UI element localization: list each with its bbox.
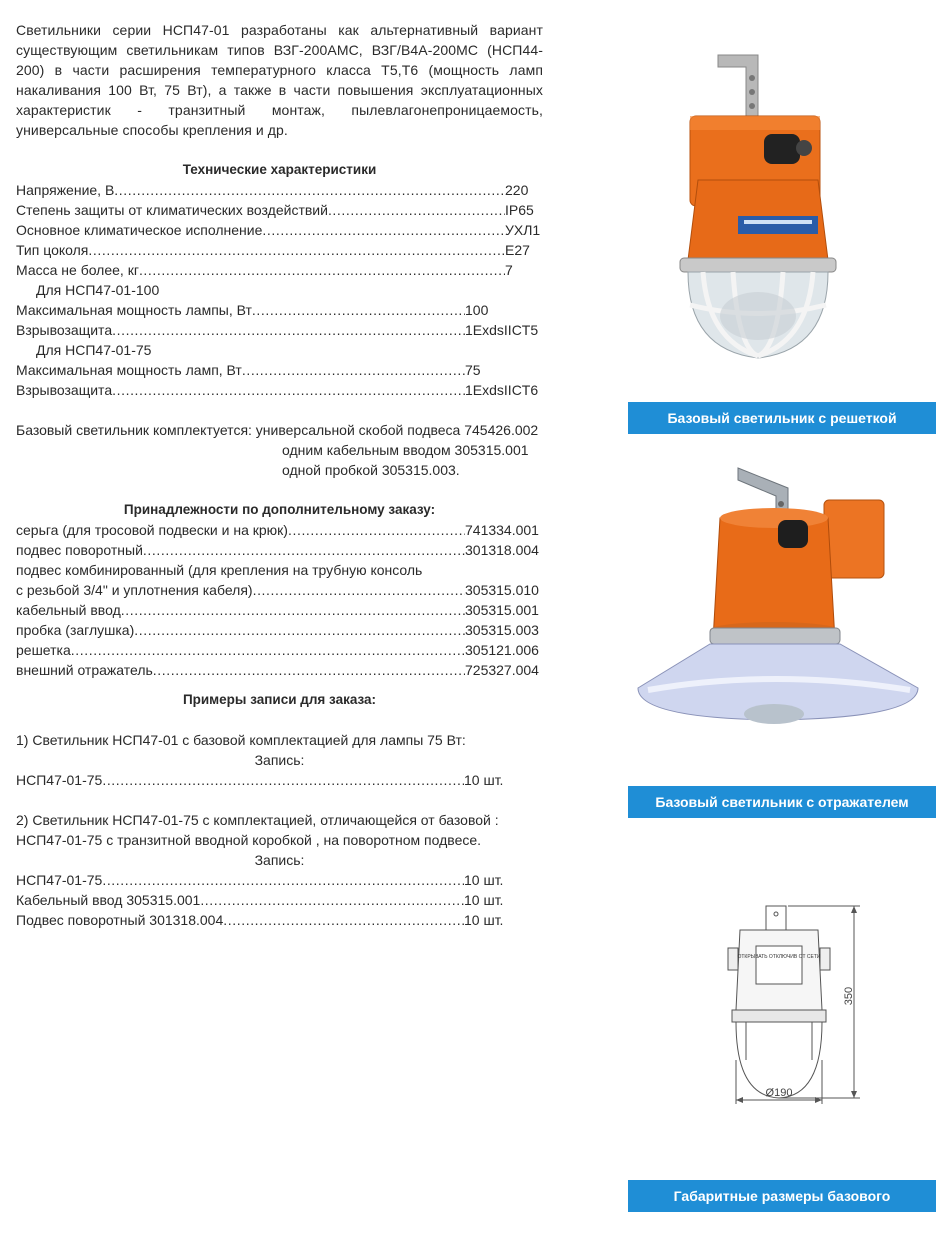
order-row: НСП47-01-75 ..... 10 шт.: [16, 770, 506, 790]
spec-row: Напряжение, В ..... 220: [16, 180, 543, 200]
accessory-row: решетка ..... 305121.006: [16, 640, 543, 660]
spec-row: Степень защиты от климатических воздействий ..... IP65: [16, 200, 543, 220]
accessory-row: пробка (заглушка) ..... 305315.003: [16, 620, 543, 640]
plate-text: ОТКРЫВАТЬ ОТКЛЮЧИВ ОТ СЕТИ: [737, 954, 821, 960]
caption-grille: Базовый светильник с решеткой: [628, 402, 936, 434]
example-text: 2) Светильник НСП47-01-75 с комплектацией, отличающейся от базовой :: [16, 812, 499, 828]
photo-luminaire-grille: [628, 30, 936, 390]
accessory-row: подвес поворотный ..... 301318.004: [16, 540, 543, 560]
spec-row: Максимальная мощность ламп, Вт ..... 75: [16, 360, 543, 380]
subsection-title: Для НСП47-01-75: [36, 342, 152, 358]
accessory-text: подвес комбинированный (для крепления на трубную консоль: [16, 562, 423, 578]
spec-row: Взрывозащита ..... 1ExdsIICT6: [16, 380, 543, 400]
record-label: Запись:: [254, 852, 305, 868]
tech-heading: Технические характеристики: [182, 162, 377, 177]
spec-row: Взрывозащита ..... 1ExdsIICT5: [16, 320, 543, 340]
spec-row: Основное климатическое исполнение ..... УХЛ1: [16, 220, 543, 240]
caption-dimensions: Габаритные размеры базового светильника: [628, 1180, 936, 1212]
accessories-heading: Принадлежности по дополнительному заказу:: [123, 502, 436, 517]
caption-reflector: Базовый светильник с отражателем: [628, 786, 936, 818]
example-text: НСП47-01-75 с транзитной вводной коробкой , на поворотном подвесе.: [16, 832, 482, 848]
kit-line: одним кабельным вводом 305315.001: [282, 442, 529, 458]
accessory-row: серьга (для тросовой подвески и на крюк) ..... 741334.001: [16, 520, 543, 540]
order-row: НСП47-01-75 ..... 10 шт.: [16, 870, 506, 890]
subsection-title: Для НСП47-01-100: [36, 282, 160, 298]
kit-line: Базовый светильник комплектуется: универсальной скобой подвеса 745426.002: [16, 422, 539, 438]
spec-row: Тип цоколя ..... E27: [16, 240, 543, 260]
record-label: Запись:: [254, 752, 305, 768]
spec-row: Масса не более, кг ..... 7: [16, 260, 543, 280]
accessory-row: кабельный ввод ..... 305315.001: [16, 600, 543, 620]
intro-paragraph: Светильники серии НСП47-01 разработаны как альтернативный вариант существующим светильникам типов ВЗГ-200АМС, ВЗГ/В4А-200МС (НСП44-200) в части расширения температурного класса Т5,Т6 (мощность ламп накаливания 100 Вт, 75 Вт), а также в части повышения эксплуатационных характеристик - транзитный монтаж, пылевлагонепроницаемость, универсальные способы крепления и др.: [16, 22, 543, 138]
dim-height: 350: [843, 986, 855, 1006]
kit-line: одной пробкой 305315.003.: [282, 462, 460, 478]
spec-column: [16, 20, 543, 930]
accessory-row: с резьбой 3/4" и уплотнения кабеля) ..... 305315.010: [16, 580, 543, 600]
order-row: Кабельный ввод 305315.001 ..... 10 шт.: [16, 890, 506, 910]
dimension-drawing: [628, 900, 936, 1110]
example-text: 1) Светильник НСП47-01 с базовой комплектацией для лампы 75 Вт:: [16, 732, 466, 748]
photo-luminaire-reflector: [628, 458, 936, 738]
dim-diameter: Ø190: [765, 1087, 793, 1099]
order-row: Подвес поворотный 301318.004 ..... 10 шт.: [16, 910, 506, 930]
accessory-row: внешний отражатель ..... 725327.004: [16, 660, 543, 680]
examples-heading: Примеры записи для заказа:: [182, 692, 377, 707]
spec-row: Максимальная мощность лампы, Вт ..... 100: [16, 300, 543, 320]
